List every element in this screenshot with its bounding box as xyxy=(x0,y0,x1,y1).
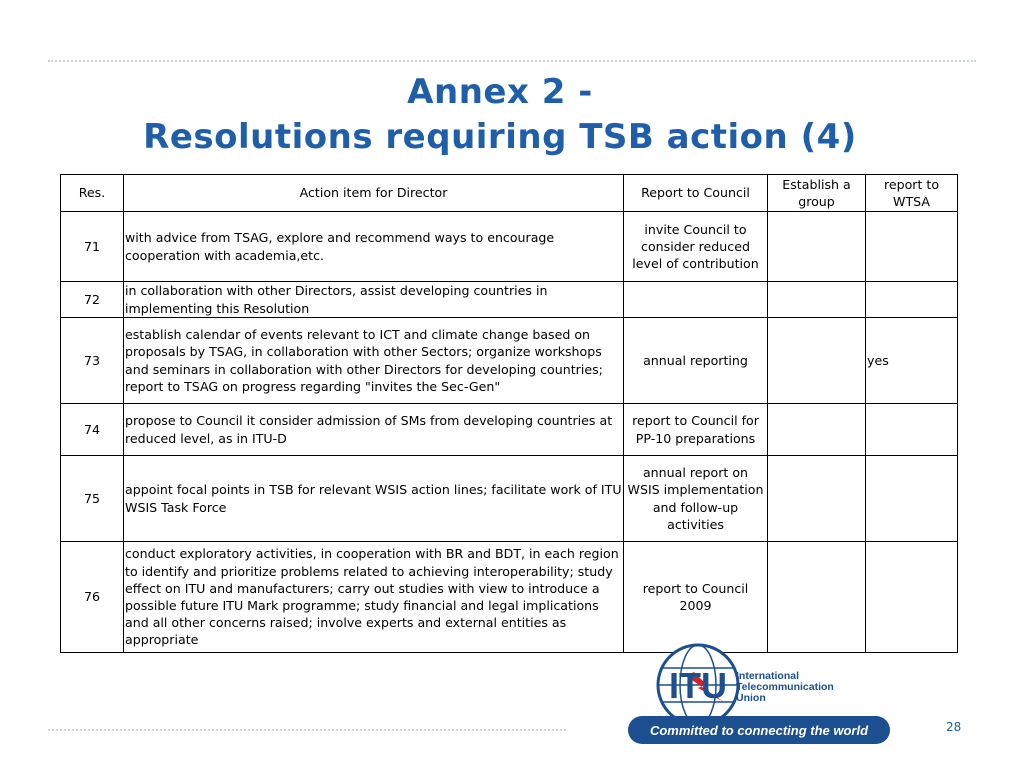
table-row xyxy=(61,282,958,318)
report-to-council: report to Council 2009 xyxy=(624,542,768,653)
slide-title-line2: Resolutions requiring TSB action (4) xyxy=(143,117,857,157)
table-header-row xyxy=(61,175,958,212)
table-row xyxy=(61,318,958,404)
report-to-wtsa: yes xyxy=(866,318,958,404)
bottom-dotted-divider xyxy=(48,729,566,731)
report-to-council: invite Council to consider reduced level of contribution xyxy=(624,212,768,282)
header-report-council: Report to Council xyxy=(624,175,768,212)
logo-org-line2: Telecommunication xyxy=(736,681,834,693)
header-report-wtsa: report to WTSA xyxy=(866,175,958,212)
report-to-council: report to Council for PP-10 preparations xyxy=(624,404,768,456)
action-item: with advice from TSAG, explore and recommend ways to encourage cooperation with academia,etc. xyxy=(124,212,624,282)
res-number: 71 xyxy=(61,212,124,282)
report-to-wtsa xyxy=(866,456,958,542)
slide-title-line1: Annex 2 - xyxy=(407,72,593,112)
action-item: conduct exploratory activities, in cooperation with BR and BDT, in each region to identify and prioritize problems related to achieving interoperability; study effect on ITU and manufacturers; carry out studies with view to introduce a possible future ITU Mark programme; study financial and legal implications and all other concerns raised; involve experts and external entities as appropriate xyxy=(124,542,624,653)
report-to-council: annual report on WSIS implementation and follow-up activities xyxy=(624,456,768,542)
res-number: 72 xyxy=(61,282,124,318)
res-number: 74 xyxy=(61,404,124,456)
report-to-wtsa xyxy=(866,404,958,456)
table-row xyxy=(61,456,958,542)
establish-group xyxy=(768,212,866,282)
establish-group xyxy=(768,542,866,653)
action-item: in collaboration with other Directors, assist developing countries in implementing this Resolution xyxy=(124,282,624,318)
logo-tagline: Committed to connecting the world xyxy=(649,723,869,738)
res-number: 73 xyxy=(61,318,124,404)
header-res: Res. xyxy=(61,175,124,212)
report-to-council xyxy=(624,282,768,318)
action-item: establish calendar of events relevant to ICT and climate change based on proposals by TSAG, in collaboration with other Sectors; organize workshops and seminars in collaboration with other Directors for developing countries; report to TSAG on progress regarding "invites the Sec-Gen" xyxy=(124,318,624,404)
itu-logo xyxy=(628,640,928,750)
table-row xyxy=(61,542,958,653)
action-item: appoint focal points in TSB for relevant WSIS action lines; facilitate work of ITU WSIS Task Force xyxy=(124,456,624,542)
header-action: Action item for Director xyxy=(124,175,624,212)
slide-title xyxy=(0,70,1000,160)
table-row xyxy=(61,212,958,282)
logo-acronym: ITU xyxy=(669,665,727,706)
action-item: propose to Council it consider admission of SMs from developing countries at reduced level, as in ITU-D xyxy=(124,404,624,456)
top-dotted-divider xyxy=(48,60,976,62)
resolutions-table xyxy=(60,174,958,653)
logo-org-line1: International xyxy=(736,670,800,682)
logo-org-line3: Union xyxy=(736,692,766,704)
establish-group xyxy=(768,318,866,404)
page-number: 28 xyxy=(946,720,962,734)
report-to-wtsa xyxy=(866,212,958,282)
res-number: 75 xyxy=(61,456,124,542)
establish-group xyxy=(768,404,866,456)
res-number: 76 xyxy=(61,542,124,653)
report-to-council: annual reporting xyxy=(624,318,768,404)
report-to-wtsa xyxy=(866,282,958,318)
establish-group xyxy=(768,282,866,318)
establish-group xyxy=(768,456,866,542)
report-to-wtsa xyxy=(866,542,958,653)
table-row xyxy=(61,404,958,456)
header-establish-group: Establish a group xyxy=(768,175,866,212)
